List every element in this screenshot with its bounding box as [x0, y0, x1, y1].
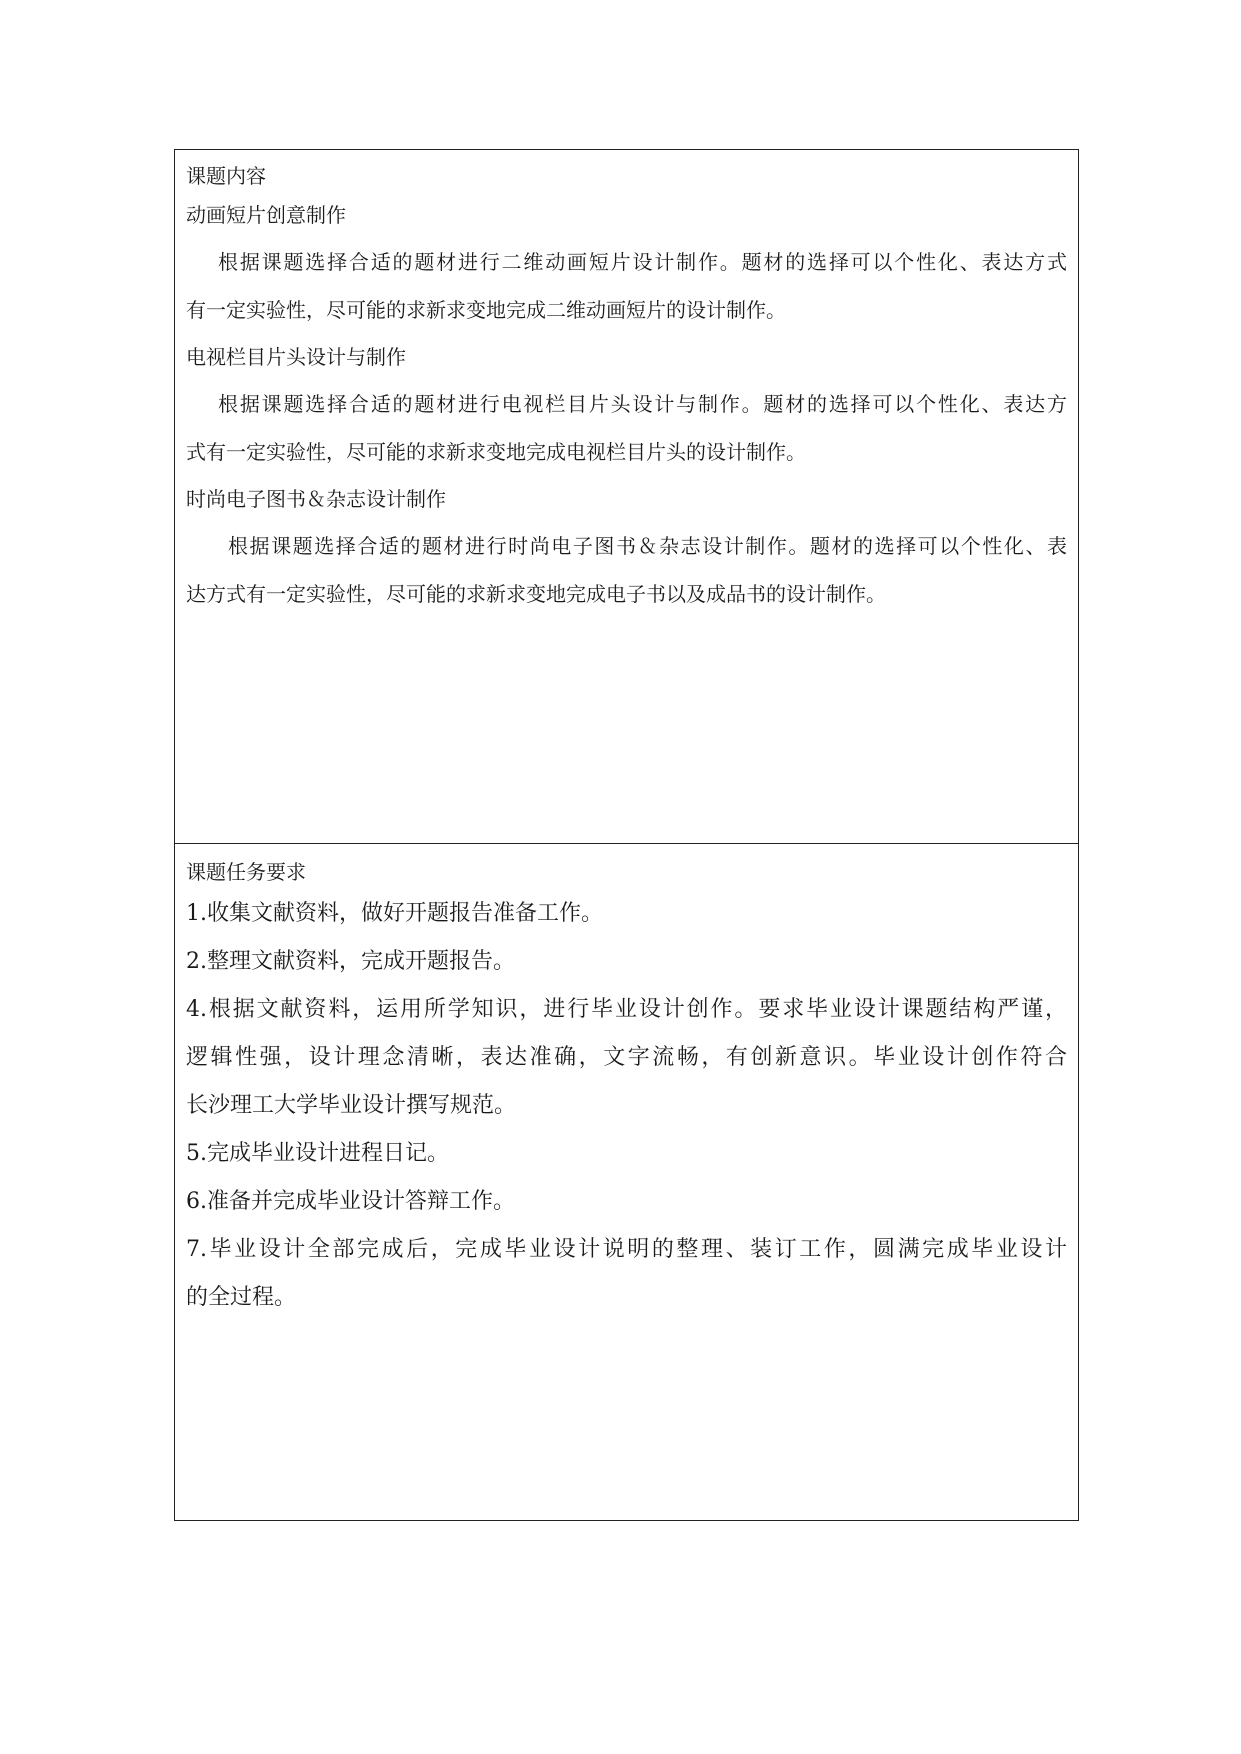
task-line: 6.准备并完成毕业设计答辩工作。: [186, 1189, 515, 1214]
content-item-paragraph: 有一定实验性，尽可能的求新求变地完成二维动画短片的设计制作。: [186, 298, 786, 322]
task-requirements-heading: 课题任务要求: [186, 860, 306, 884]
content-item-title: 时尚电子图书＆杂志设计制作: [186, 487, 446, 511]
task-line: 7.毕业设计全部完成后，完成毕业设计说明的整理、装订工作，圆满完成毕业设计: [186, 1237, 1067, 1262]
task-line: 5.完成毕业设计进程日记。: [186, 1141, 449, 1166]
content-item-paragraph: 根据课题选择合适的题材进行时尚电子图书＆杂志设计制作。题材的选择可以个性化、表: [228, 534, 1067, 558]
task-line: 2.整理文献资料，完成开题报告。: [186, 949, 515, 974]
task-requirements-cell: [175, 844, 1078, 1520]
task-line: 长沙理工大学毕业设计撰写规范。: [186, 1093, 517, 1118]
content-item-paragraph: 式有一定实验性，尽可能的求新求变地完成电视栏目片头的设计制作。: [186, 440, 806, 464]
content-item-title: 电视栏目片头设计与制作: [186, 345, 406, 369]
content-item-title: 动画短片创意制作: [186, 203, 346, 227]
content-item-paragraph: 达方式有一定实验性，尽可能的求新求变地完成电子书以及成品书的设计制作。: [186, 582, 886, 606]
topic-form-table: [174, 149, 1079, 1521]
task-line: 的全过程。: [186, 1285, 297, 1310]
task-line: 4.根据文献资料，运用所学知识，进行毕业设计创作。要求毕业设计课题结构严谨，: [186, 997, 1067, 1022]
content-item-paragraph: 根据课题选择合适的题材进行电视栏目片头设计与制作。题材的选择可以个性化、表达方: [218, 392, 1067, 416]
content-item-paragraph: 根据课题选择合适的题材进行二维动画短片设计制作。题材的选择可以个性化、表达方式: [218, 250, 1067, 274]
topic-content-heading: 课题内容: [186, 164, 266, 188]
task-line: 逻辑性强，设计理念清晰，表达准确，文字流畅，有创新意识。毕业设计创作符合: [186, 1045, 1067, 1070]
task-line: 1.收集文献资料，做好开题报告准备工作。: [186, 901, 603, 926]
topic-content-cell: [175, 150, 1078, 844]
